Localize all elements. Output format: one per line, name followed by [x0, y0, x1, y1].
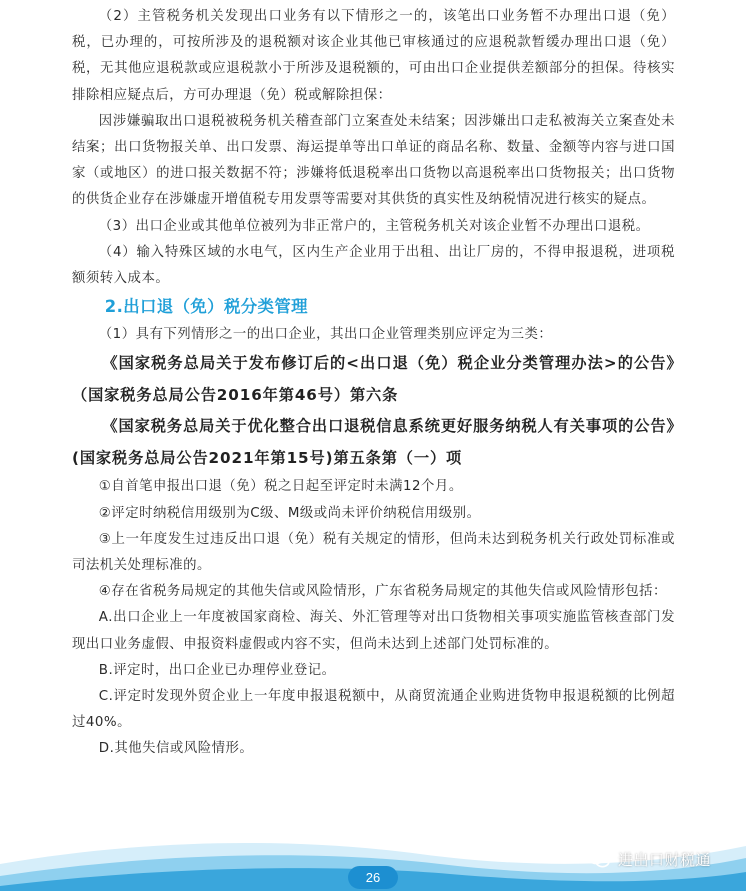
page-number: 26 — [348, 866, 398, 889]
list-item: ③上一年度发生过违反出口退（免）税有关规定的情形，但尚未达到税务机关行政处罚标准或司法机关处理标准的。 — [72, 531, 675, 574]
sub-list-item: A.出口企业上一年度被国家商检、海关、外汇管理等对出口货物相关事项实施监管核查部门发现出口业务虚假、申报资料虚假或内容不实，但尚未达到上述部门处罚标准的。 — [72, 610, 675, 652]
paragraph: （3）出口企业或其他单位被列为非正常户的，主管税务机关对该企业暂不办理出口退税。 — [98, 218, 650, 234]
sub-list-item: B.评定时，出口企业已办理停业登记。 — [98, 662, 336, 678]
document-body — [72, 4, 675, 763]
paragraph: （4）输入特殊区域的水电气，区内生产企业用于出租、出让厂房的，不得申报退税，进项税额须转入成本。 — [72, 244, 675, 287]
intro-paragraph: （1）具有下列情形之一的出口企业，其出口企业管理类别应评定为三类： — [98, 327, 553, 343]
paragraph: 因涉嫌骗取出口退税被税务机关稽查部门立案查处未结案；因涉嫌出口走私被海关立案查处未结案；出口货物报关单、出口发票、海运提单等出口单证的商品名称、数量、金额等内容与进口国家（或地区）的进口报关数据不符；涉嫌将低退税率出口货物以高退税率出口货物报关；出口货物的供货企业存在涉嫌虚开增值税专用发票等需要对其供货的真实性及纳税情况进行核实的疑点。 — [72, 113, 675, 208]
list-item: ①自首笔申报出口退（免）税之日起至评定时未满12个月。 — [98, 479, 463, 495]
list-item: ②评定时纳税信用级别为C级、M级或尚未评价纳税信用级别。 — [98, 505, 481, 521]
wechat-icon — [587, 849, 611, 869]
sub-list-item: C.评定时发现外贸企业上一年度申报退税额中，从商贸流通企业购进货物申报退税额的比例超过40%。 — [72, 689, 675, 731]
list-item: ④存在省税务局规定的其他失信或风险情形，广东省税务局规定的其他失信或风险情形包括： — [98, 584, 667, 600]
reference-citation: 《国家税务总局关于发布修订后的<出口退（免）税企业分类管理办法>的公告》（国家税务总局公告2016年第46号）第六条 — [72, 354, 675, 404]
reference-citation: 《国家税务总局关于优化整合出口退税信息系统更好服务纳税人有关事项的公告》(国家税务总局公告2021年第15号)第五条第（一）项 — [72, 417, 675, 467]
watermark-text: 进出口财税通 — [618, 850, 712, 869]
section-heading: 2.出口退（免）税分类管理 — [104, 297, 308, 317]
watermark — [587, 845, 711, 873]
paragraph: （2）主管税务机关发现出口业务有以下情形之一的，该笔出口业务暂不办理出口退（免）税，已办理的，可按所涉及的退税额对该企业其他已审核通过的应退税款暂缓办理出口退（免）税，无其他应退税款或应退税款小于所涉及退税额的，可由出口企业提供差额部分的担保。待核实排除相应疑点后，方可办理退（免）税或解除担保： — [72, 9, 675, 103]
sub-list-item: D.其他失信或风险情形。 — [98, 741, 254, 757]
